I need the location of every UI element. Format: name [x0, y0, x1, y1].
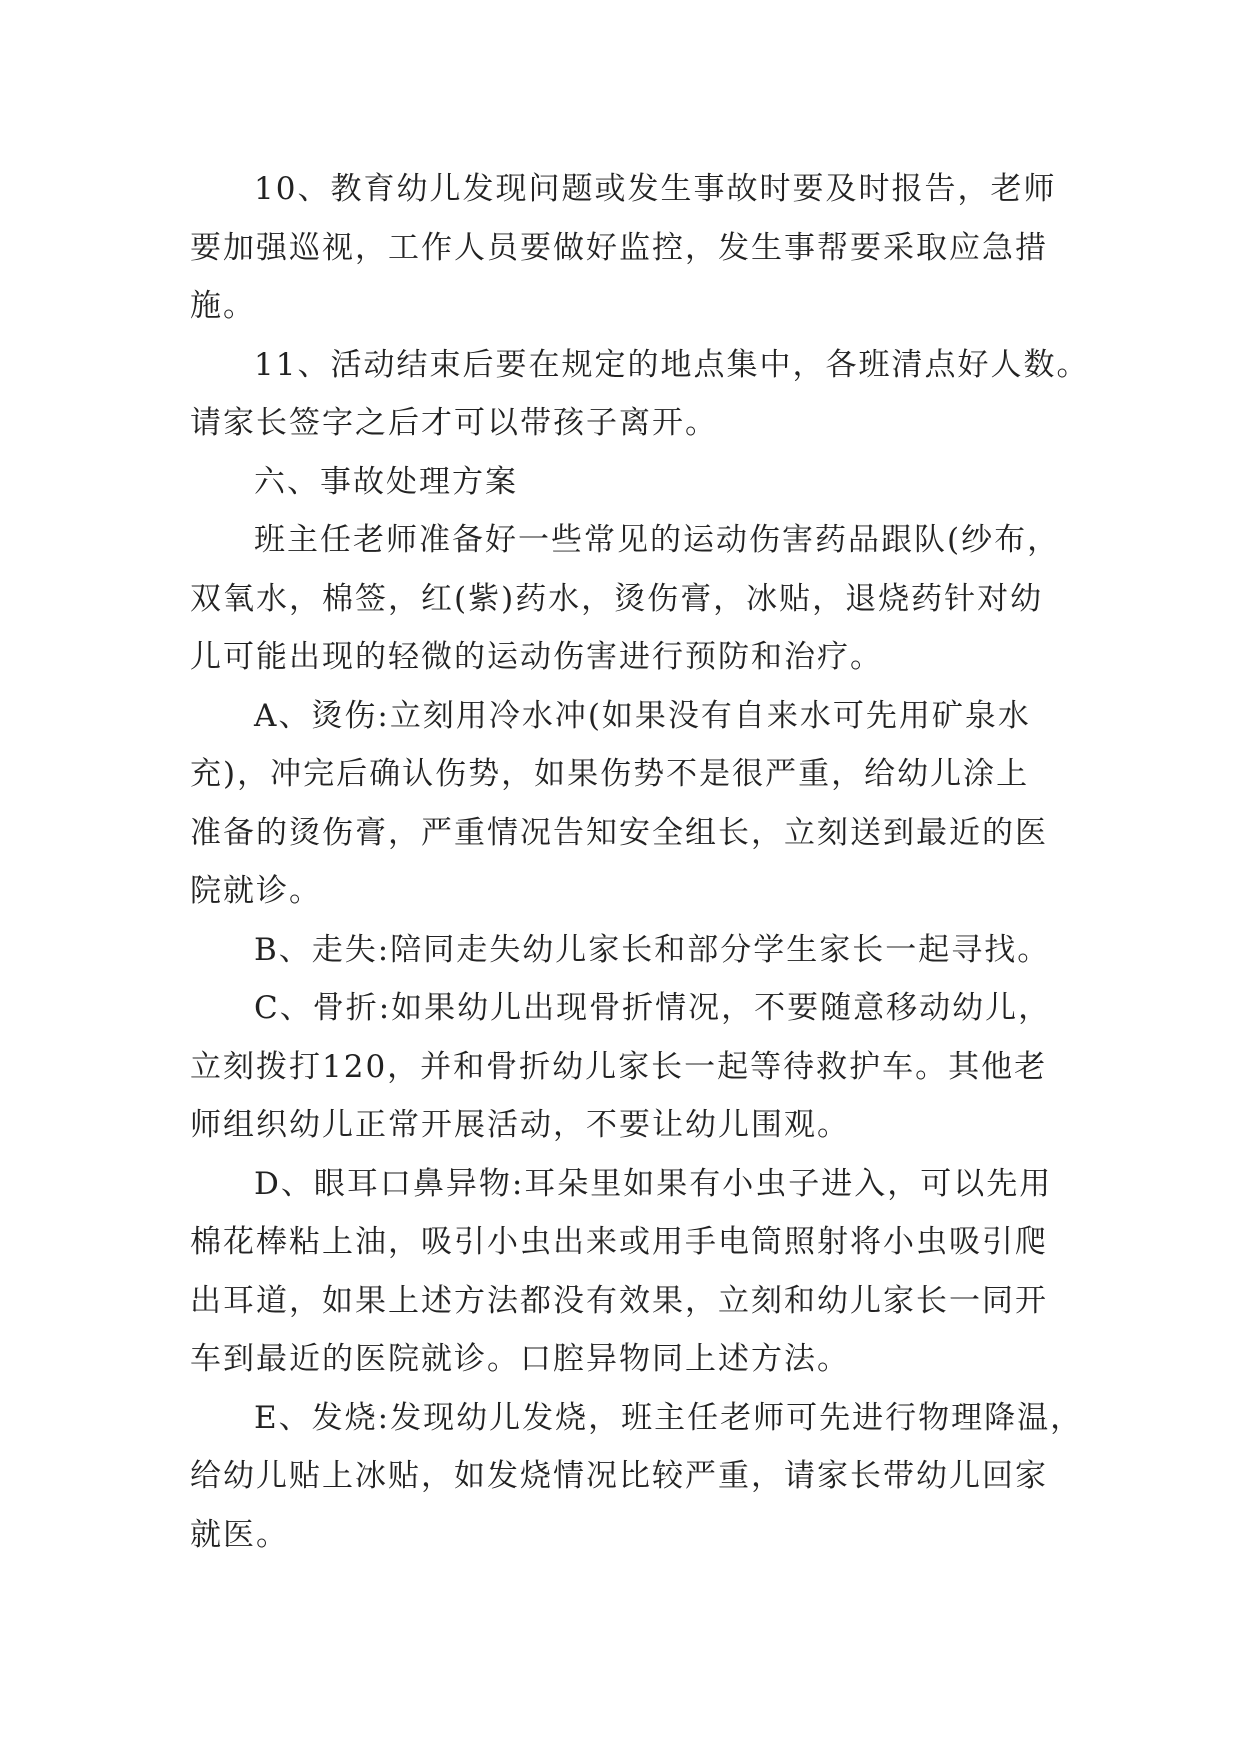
paragraph-case-e: [190, 1389, 1084, 1565]
paragraph-line: C、骨折:如果幼儿出现骨折情况，不要随意移动幼儿，: [254, 990, 1052, 1026]
paragraph-section-intro: [190, 511, 1070, 687]
paragraph-line: B、走失:陪同走失幼儿家长和部分学生家长一起寻找。: [254, 931, 1051, 968]
paragraph-case-c: [190, 979, 1070, 1155]
paragraph-line: D、眼耳口鼻异物:耳朵里如果有小虫子进入，可以先用: [254, 1165, 1053, 1202]
paragraph-item-11: [190, 336, 1090, 453]
paragraph-line: 充)，冲完后确认伤势，如果伤势不是很严重，给幼儿涂上: [190, 756, 1030, 792]
paragraph-line: 请家长签字之后才可以带孩子离开。: [190, 405, 718, 441]
section-heading: [190, 453, 1070, 512]
paragraph-line: 给幼儿贴上冰贴，如发烧情况比较严重，请家长带幼儿回家: [190, 1458, 1048, 1494]
paragraph-line: E、发烧:发现幼儿发烧，班主任老师可先进行物理降温，: [254, 1399, 1084, 1436]
section-heading-text: 六、事故处理方案: [254, 463, 518, 500]
paragraph-item-10: [190, 160, 1070, 336]
paragraph-line: A、烫伤:立刻用冷水冲(如果没有自来水可先用矿泉水: [254, 697, 1031, 734]
paragraph-line: 儿可能出现的轻微的运动伤害进行预防和治疗。: [190, 639, 883, 675]
paragraph-line: 棉花棒粘上油，吸引小虫出来或用手电筒照射将小虫吸引爬: [190, 1224, 1048, 1260]
paragraph-line: 院就诊。: [190, 873, 322, 909]
paragraph-line: 立刻拨打120，并和骨折幼儿家长一起等待救护车。其他老: [190, 1048, 1048, 1085]
paragraph-line: 要加强巡视，工作人员要做好监控，发生事帮要采取应急措: [190, 229, 1048, 266]
paragraph-line: 就医。: [190, 1516, 289, 1553]
paragraph-case-d: [190, 1155, 1070, 1389]
paragraph-case-b: [190, 921, 1070, 980]
paragraph-line: 双氧水，棉签，红(紫)药水，烫伤膏，冰贴，退烧药针对幼: [190, 580, 1044, 617]
paragraph-line: 班主任老师准备好一些常见的运动伤害药品跟队(纱布，: [254, 522, 1061, 558]
paragraph-case-a: [190, 687, 1070, 921]
paragraph-line: 师组织幼儿正常开展活动，不要让幼儿围观。: [190, 1107, 850, 1143]
paragraph-line: 准备的烫伤膏，严重情况告知安全组长，立刻送到最近的医: [190, 814, 1048, 851]
paragraph-line: 10、教育幼儿发现问题或发生事故时要及时报告，老师: [254, 171, 1057, 207]
paragraph-line: 出耳道，如果上述方法都没有效果，立刻和幼儿家长一同开: [190, 1282, 1048, 1319]
paragraph-line: 11、活动结束后要在规定的地点集中，各班清点好人数。: [254, 346, 1090, 383]
paragraph-line: 施。: [190, 288, 256, 324]
document-body: [190, 160, 1090, 1564]
paragraph-line: 车到最近的医院就诊。口腔异物同上述方法。: [190, 1341, 850, 1377]
